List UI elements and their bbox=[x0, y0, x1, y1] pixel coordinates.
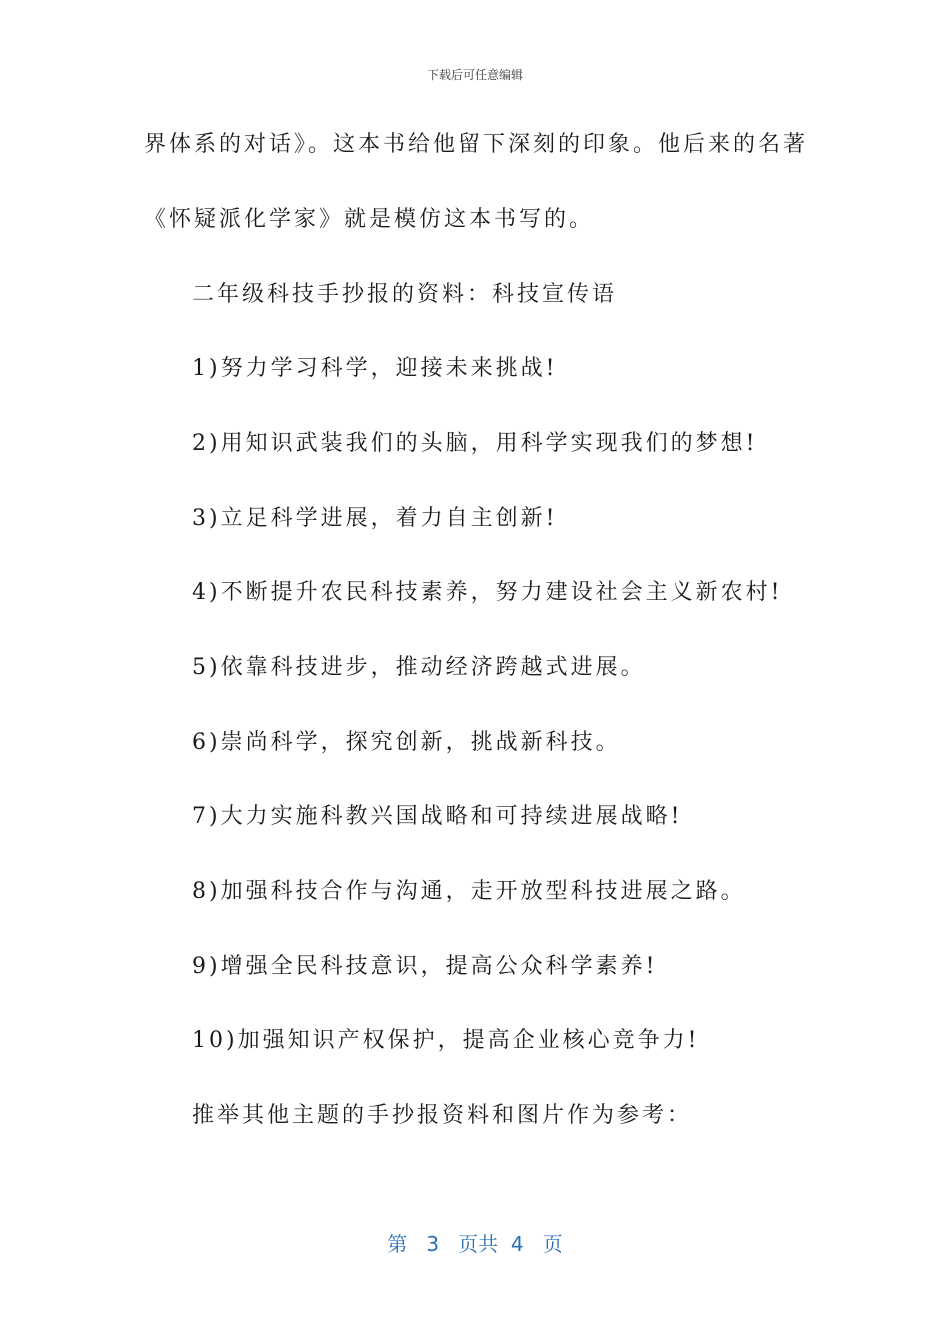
page-header: 下载后可任意编辑 bbox=[426, 68, 523, 82]
slogan-item: 7)大力实施科教兴国战略和可持续进展战略! bbox=[192, 804, 683, 829]
current-page-number: 3 bbox=[426, 1232, 440, 1256]
section-heading: 二年级科技手抄报的资料：科技宣传语 bbox=[192, 282, 618, 307]
slogan-item: 1)努力学习科学，迎接未来挑战! bbox=[192, 356, 558, 381]
slogan-item: 4)不断提升农民科技素养，努力建设社会主义新农村! bbox=[192, 580, 783, 605]
slogan-item: 10)加强知识产权保护，提高企业核心竞争力! bbox=[192, 1028, 700, 1053]
slogan-item: 6)崇尚科学，探究创新，挑战新科技。 bbox=[192, 730, 621, 755]
body-line: 界体系的对话》。这本书给他留下深刻的印象。他后来的名著 bbox=[144, 132, 809, 157]
body-line: 推举其他主题的手抄报资料和图片作为参考： bbox=[192, 1103, 693, 1128]
slogan-item: 8)加强科技合作与沟通，走开放型科技进展之路。 bbox=[192, 879, 746, 904]
slogan-item: 9)增强全民科技意识，提高公众科学素养! bbox=[192, 954, 658, 979]
total-pages-number: 4 bbox=[510, 1232, 524, 1256]
slogan-item: 5)依靠科技进步，推动经济跨越式进展。 bbox=[192, 655, 646, 680]
slogan-item: 2)用知识武装我们的头脑，用科学实现我们的梦想! bbox=[192, 431, 758, 456]
body-line: 《怀疑派化学家》就是模仿这本书写的。 bbox=[144, 207, 595, 232]
slogan-item: 3)立足科学进展，着力自主创新! bbox=[192, 506, 558, 531]
footer-suffix: 页 bbox=[542, 1232, 563, 1256]
page-footer bbox=[0, 1228, 950, 1257]
footer-middle: 页共 bbox=[458, 1232, 499, 1256]
footer-prefix: 第 bbox=[387, 1232, 408, 1256]
